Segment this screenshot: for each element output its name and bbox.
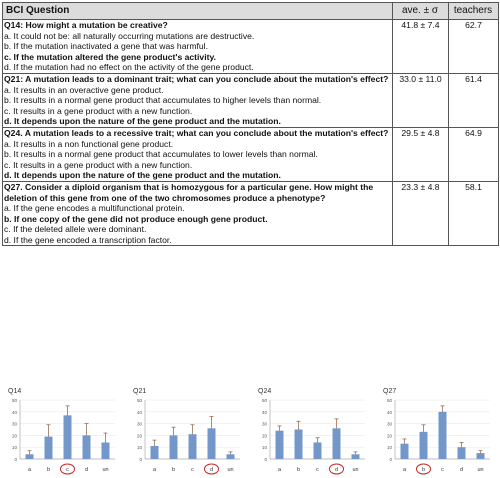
bar-b [45, 437, 53, 459]
average-score: 29.5 ± 4.8 [393, 127, 449, 181]
x-tick-label: un [102, 467, 109, 473]
bar-b [295, 430, 303, 460]
question-cell [3, 20, 393, 74]
y-tick-label: 40 [11, 409, 17, 415]
table-row [3, 20, 499, 74]
bar-un [477, 453, 485, 459]
bar-d [208, 428, 216, 459]
x-tick-label: b [421, 467, 426, 473]
bar-b [170, 435, 178, 459]
table-header-row [3, 3, 499, 20]
answer-option: c. It results in a gene product with a new function. [4, 159, 193, 170]
y-tick-label: 50 [136, 398, 142, 403]
table-row [3, 127, 499, 181]
answer-option: b. It results in a normal gene product that accumulates to lower levels than normal. [4, 149, 318, 160]
x-tick-label: b [171, 467, 176, 473]
y-tick-label: 10 [136, 445, 142, 451]
bar-a [26, 454, 34, 459]
answer-option: c. It results in a gene product with a new function. [4, 105, 193, 116]
y-tick-label: 0 [264, 457, 267, 462]
bar-un [227, 454, 235, 459]
question-text: Q21: A mutation leads to a dominant trait; what can you conclude about the mutation's effect? [4, 73, 389, 84]
x-tick-label: un [477, 467, 484, 473]
bar-c [64, 415, 72, 459]
chart-panel-q24 [258, 388, 365, 474]
question-cell [3, 181, 393, 246]
bar-c [439, 412, 447, 459]
question-text: Q24. A mutation leads to a recessive trait; what can you conclude about the mutation's effect? [4, 127, 389, 138]
chart-title: Q27 [383, 388, 397, 395]
x-tick-label: a [277, 467, 282, 473]
bci-table [2, 2, 499, 246]
y-tick-label: 30 [11, 421, 17, 427]
answer-option: b. If the mutation inactivated a gene that was harmful. [4, 41, 208, 52]
answer-option: a. If the gene encodes a multifunctional protein. [4, 203, 185, 214]
average-score: 23.3 ± 4.8 [393, 181, 449, 246]
y-tick-label: 0 [14, 457, 17, 462]
teachers-score: 58.1 [449, 181, 499, 246]
y-tick-label: 30 [261, 421, 267, 427]
correct-answer-option: d. It depends upon the nature of the gene product and the mutation. [4, 170, 281, 181]
x-tick-label: c [191, 467, 194, 473]
y-tick-label: 50 [11, 398, 17, 403]
x-tick-label: b [296, 467, 301, 473]
bar-c [314, 442, 322, 459]
y-tick-label: 20 [261, 433, 267, 439]
bar-a [401, 444, 409, 459]
chart-panel-q21 [133, 388, 240, 474]
y-tick-label: 20 [386, 433, 392, 439]
chart-panel-q14 [8, 388, 115, 474]
header-question: BCI Question [3, 3, 393, 20]
answer-option: b. It results in a normal gene product that accumulates to higher levels than normal. [4, 95, 322, 106]
teachers-score: 64.9 [449, 127, 499, 181]
y-tick-label: 10 [11, 445, 17, 451]
average-score: 41.8 ± 7.4 [393, 20, 449, 74]
answer-distribution-charts [0, 382, 500, 478]
x-tick-label: un [352, 467, 359, 473]
y-tick-label: 20 [11, 433, 17, 439]
x-tick-label: c [316, 467, 319, 473]
chart-title: Q21 [133, 388, 147, 395]
question-cell [3, 127, 393, 181]
teachers-score: 61.4 [449, 73, 499, 127]
x-tick-label: d [84, 467, 89, 473]
bar-d [458, 447, 466, 459]
y-tick-label: 40 [136, 409, 142, 415]
question-text: Q14: How might a mutation be creative? [4, 20, 168, 30]
answer-option: c. If the deleted allele were dominant. [4, 224, 147, 235]
bar-d [333, 428, 341, 459]
y-tick-label: 30 [136, 421, 142, 427]
average-score: 33.0 ± 11.0 [393, 73, 449, 127]
x-tick-label: a [27, 467, 32, 473]
bar-a [276, 431, 284, 459]
y-tick-label: 0 [139, 457, 142, 462]
correct-answer-option: d. It depends upon the nature of the gene product and the mutation. [4, 116, 281, 127]
question-text: Q27. Consider a diploid organism that is homozygous for a particular gene. How might the deletion of this gene from one of the two chromosomes produce a phenotype? [4, 181, 374, 203]
answer-option: d. If the gene encoded a transcription factor. [4, 234, 172, 245]
table-row [3, 73, 499, 127]
x-tick-label: a [402, 467, 407, 473]
x-tick-label: d [209, 467, 214, 473]
answer-option: a. It could not be: all naturally occurring mutations are destructive. [4, 30, 255, 41]
question-cell [3, 73, 393, 127]
chart-title: Q24 [258, 388, 272, 395]
x-tick-label: c [66, 467, 69, 473]
answer-option: a. It results in a non functional gene product. [4, 138, 174, 149]
bar-b [420, 432, 428, 459]
teachers-score: 62.7 [449, 20, 499, 74]
y-tick-label: 40 [261, 409, 267, 415]
chart-title: Q14 [8, 388, 22, 395]
y-tick-label: 20 [136, 433, 142, 439]
x-tick-label: un [227, 467, 234, 473]
table-row [3, 181, 499, 246]
x-tick-label: d [459, 467, 464, 473]
header-teachers: teachers [449, 3, 499, 20]
y-tick-label: 50 [261, 398, 267, 403]
bar-un [102, 442, 110, 459]
y-tick-label: 0 [389, 457, 392, 462]
bar-c [189, 434, 197, 459]
x-tick-label: c [441, 467, 444, 473]
chart-panel-q27 [383, 388, 490, 474]
x-tick-label: d [334, 467, 339, 473]
x-tick-label: b [46, 467, 51, 473]
header-average: ave. ± σ [393, 3, 449, 20]
y-tick-label: 50 [386, 398, 392, 403]
answer-option: d. If the mutation had no effect on the activity of the gene product. [4, 62, 254, 73]
y-tick-label: 10 [261, 445, 267, 451]
answer-option: a. It results in an overactive gene product. [4, 84, 164, 95]
correct-answer-option: b. If one copy of the gene did not produce enough gene product. [4, 213, 268, 224]
bar-a [151, 446, 159, 459]
bar-d [83, 435, 91, 459]
y-tick-label: 10 [386, 445, 392, 451]
y-tick-label: 40 [386, 409, 392, 415]
y-tick-label: 30 [386, 421, 392, 427]
correct-answer-option: c. If the mutation altered the gene product's activity. [4, 51, 216, 62]
x-tick-label: a [152, 467, 157, 473]
bar-un [352, 454, 360, 459]
